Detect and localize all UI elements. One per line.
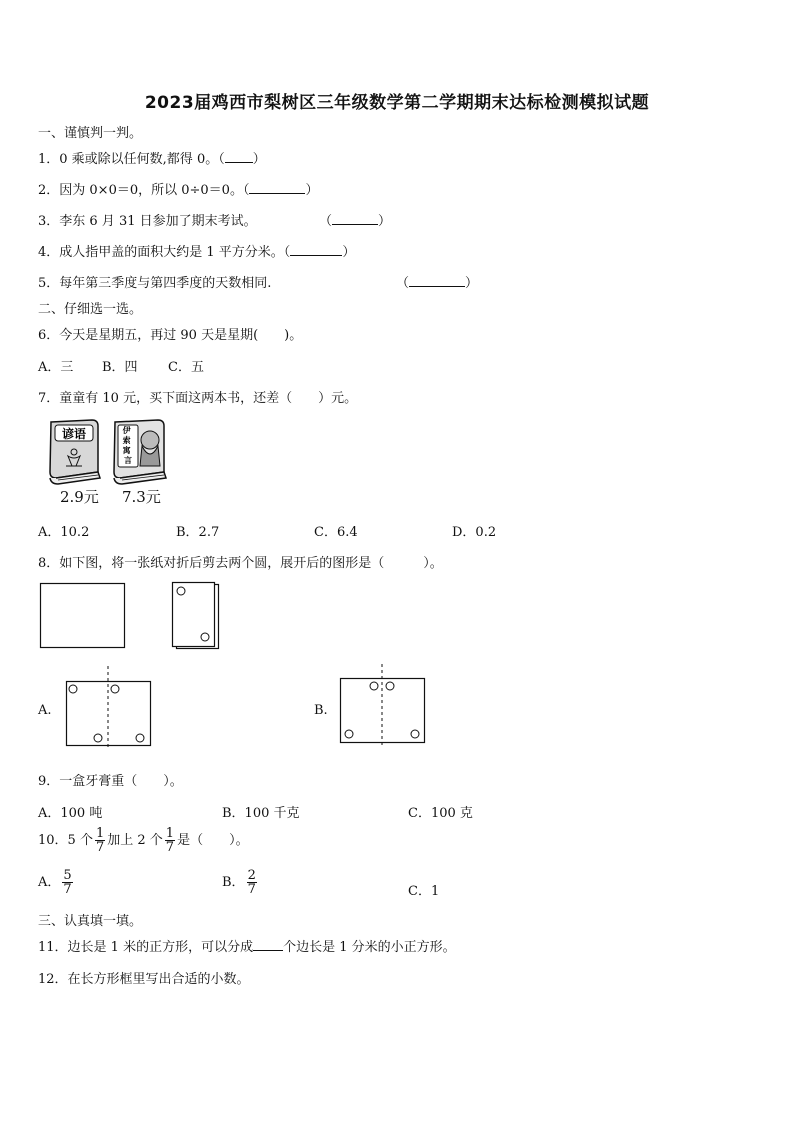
section-heading-3: 三、认真填一填。 <box>38 914 143 929</box>
answer-blank-1[interactable] <box>225 150 253 163</box>
q6-option-a[interactable]: A．三 <box>38 360 74 375</box>
section-heading-1: 一、谨慎判一判。 <box>38 126 143 141</box>
question-5 <box>38 272 271 291</box>
book2-price: 7.3元 <box>122 488 161 506</box>
question-7: 7．童童有 10 元，买下面这两本书，还差（ ）元。 <box>38 391 358 406</box>
question-4-text: 4．成人指甲盖的面积大约是 1 平方分米。（ <box>38 245 291 260</box>
q6-option-b[interactable]: B．四 <box>102 360 138 375</box>
answer-blank-11[interactable] <box>253 938 283 951</box>
q11-prefix: 11．边长是 1 米的正方形，可以分成 <box>38 940 254 955</box>
book2-title: 伊 索 寓 言 <box>122 426 132 465</box>
question-3 <box>38 210 257 229</box>
question-2-text: 2．因为 0×0＝0，所以 0÷0＝0。（ <box>38 183 250 198</box>
q8-option-b[interactable]: B. <box>314 703 328 718</box>
q10-middle: 加上 2 个 <box>107 833 163 848</box>
answer-blank-4[interactable] <box>290 243 342 256</box>
folded-paper-figure <box>172 582 222 650</box>
question-3-text: 3．李东 6 月 31 日参加了期末考试。 <box>38 214 257 229</box>
question-11 <box>38 936 456 955</box>
question-4 <box>38 241 355 260</box>
question-1-close: ） <box>252 152 266 167</box>
section-heading-2: 二、仔细选一选。 <box>38 302 143 317</box>
question-12: 12．在长方形框里写出合适的小数。 <box>38 972 250 987</box>
proverbs-book-illustration <box>46 416 106 488</box>
q9-option-c[interactable]: C．100 克 <box>408 806 473 821</box>
q10-fraction-2: $\frac{1}{7}$ <box>165 826 175 855</box>
q8-option-a-figure[interactable] <box>64 666 154 748</box>
q8-option-b-figure[interactable] <box>338 664 428 746</box>
q7-option-b[interactable]: B．2.7 <box>176 525 220 540</box>
answer-blank-3[interactable] <box>332 212 378 225</box>
question-4-close: ） <box>342 245 356 260</box>
q10-option-b-fraction: $\frac{2}{7}$ <box>247 868 256 897</box>
question-6: 6．今天是星期五，再过 90 天是星期( )。 <box>38 328 303 343</box>
unfolded-paper-figure <box>40 583 126 649</box>
question-1-text: 1．0 乘或除以任何数,都得 0。（ <box>38 152 225 167</box>
q10-fraction-1: $\frac{1}{7}$ <box>95 826 105 855</box>
question-5-answer <box>396 272 478 291</box>
question-2-close: ） <box>305 183 319 198</box>
q7-option-a[interactable]: A．10.2 <box>38 525 90 540</box>
question-3-open: （ <box>319 214 333 229</box>
question-10 <box>38 827 249 854</box>
q10-option-b[interactable]: B． $\frac{2}{7}$ <box>222 868 256 897</box>
question-3-answer <box>319 210 391 229</box>
q10-suffix: 是（ ）。 <box>177 833 249 848</box>
question-5-close: ） <box>465 276 479 291</box>
q8-option-a[interactable]: A. <box>38 703 52 718</box>
question-5-open: （ <box>396 276 410 291</box>
q10-option-c[interactable]: C．1 <box>408 884 440 899</box>
q9-option-b[interactable]: B．100 千克 <box>222 806 300 821</box>
q7-option-c[interactable]: C．6.4 <box>314 525 358 540</box>
q7-option-d[interactable]: D．0.2 <box>452 525 497 540</box>
question-1 <box>38 148 266 167</box>
question-5-text: 5．每年第三季度与第四季度的天数相同. <box>38 276 272 291</box>
page-title: 2023届鸡西市梨树区三年级数学第二学期期末达标检测模拟试题 <box>144 93 650 113</box>
answer-blank-5[interactable] <box>409 274 465 287</box>
q10-option-a-fraction: $\frac{5}{7}$ <box>63 868 72 897</box>
q10-option-a[interactable]: A． $\frac{5}{7}$ <box>38 868 72 897</box>
book1-price: 2.9元 <box>60 488 99 506</box>
question-3-close: ） <box>378 214 392 229</box>
question-2 <box>38 179 318 198</box>
question-8: 8．如下图，将一张纸对折后剪去两个圆，展开后的图形是（ ）。 <box>38 556 443 571</box>
q6-option-c[interactable]: C．五 <box>168 360 204 375</box>
book1-title: 谚语 <box>61 427 87 441</box>
q9-option-a[interactable]: A．100 吨 <box>38 806 103 821</box>
answer-blank-2[interactable] <box>249 181 305 194</box>
aesop-fables-book-illustration <box>110 416 172 488</box>
question-9: 9．一盒牙膏重（ ）。 <box>38 774 183 789</box>
q11-suffix: 个边长是 1 分米的小正方形。 <box>283 940 456 955</box>
q10-prefix: 10．5 个 <box>38 833 93 848</box>
